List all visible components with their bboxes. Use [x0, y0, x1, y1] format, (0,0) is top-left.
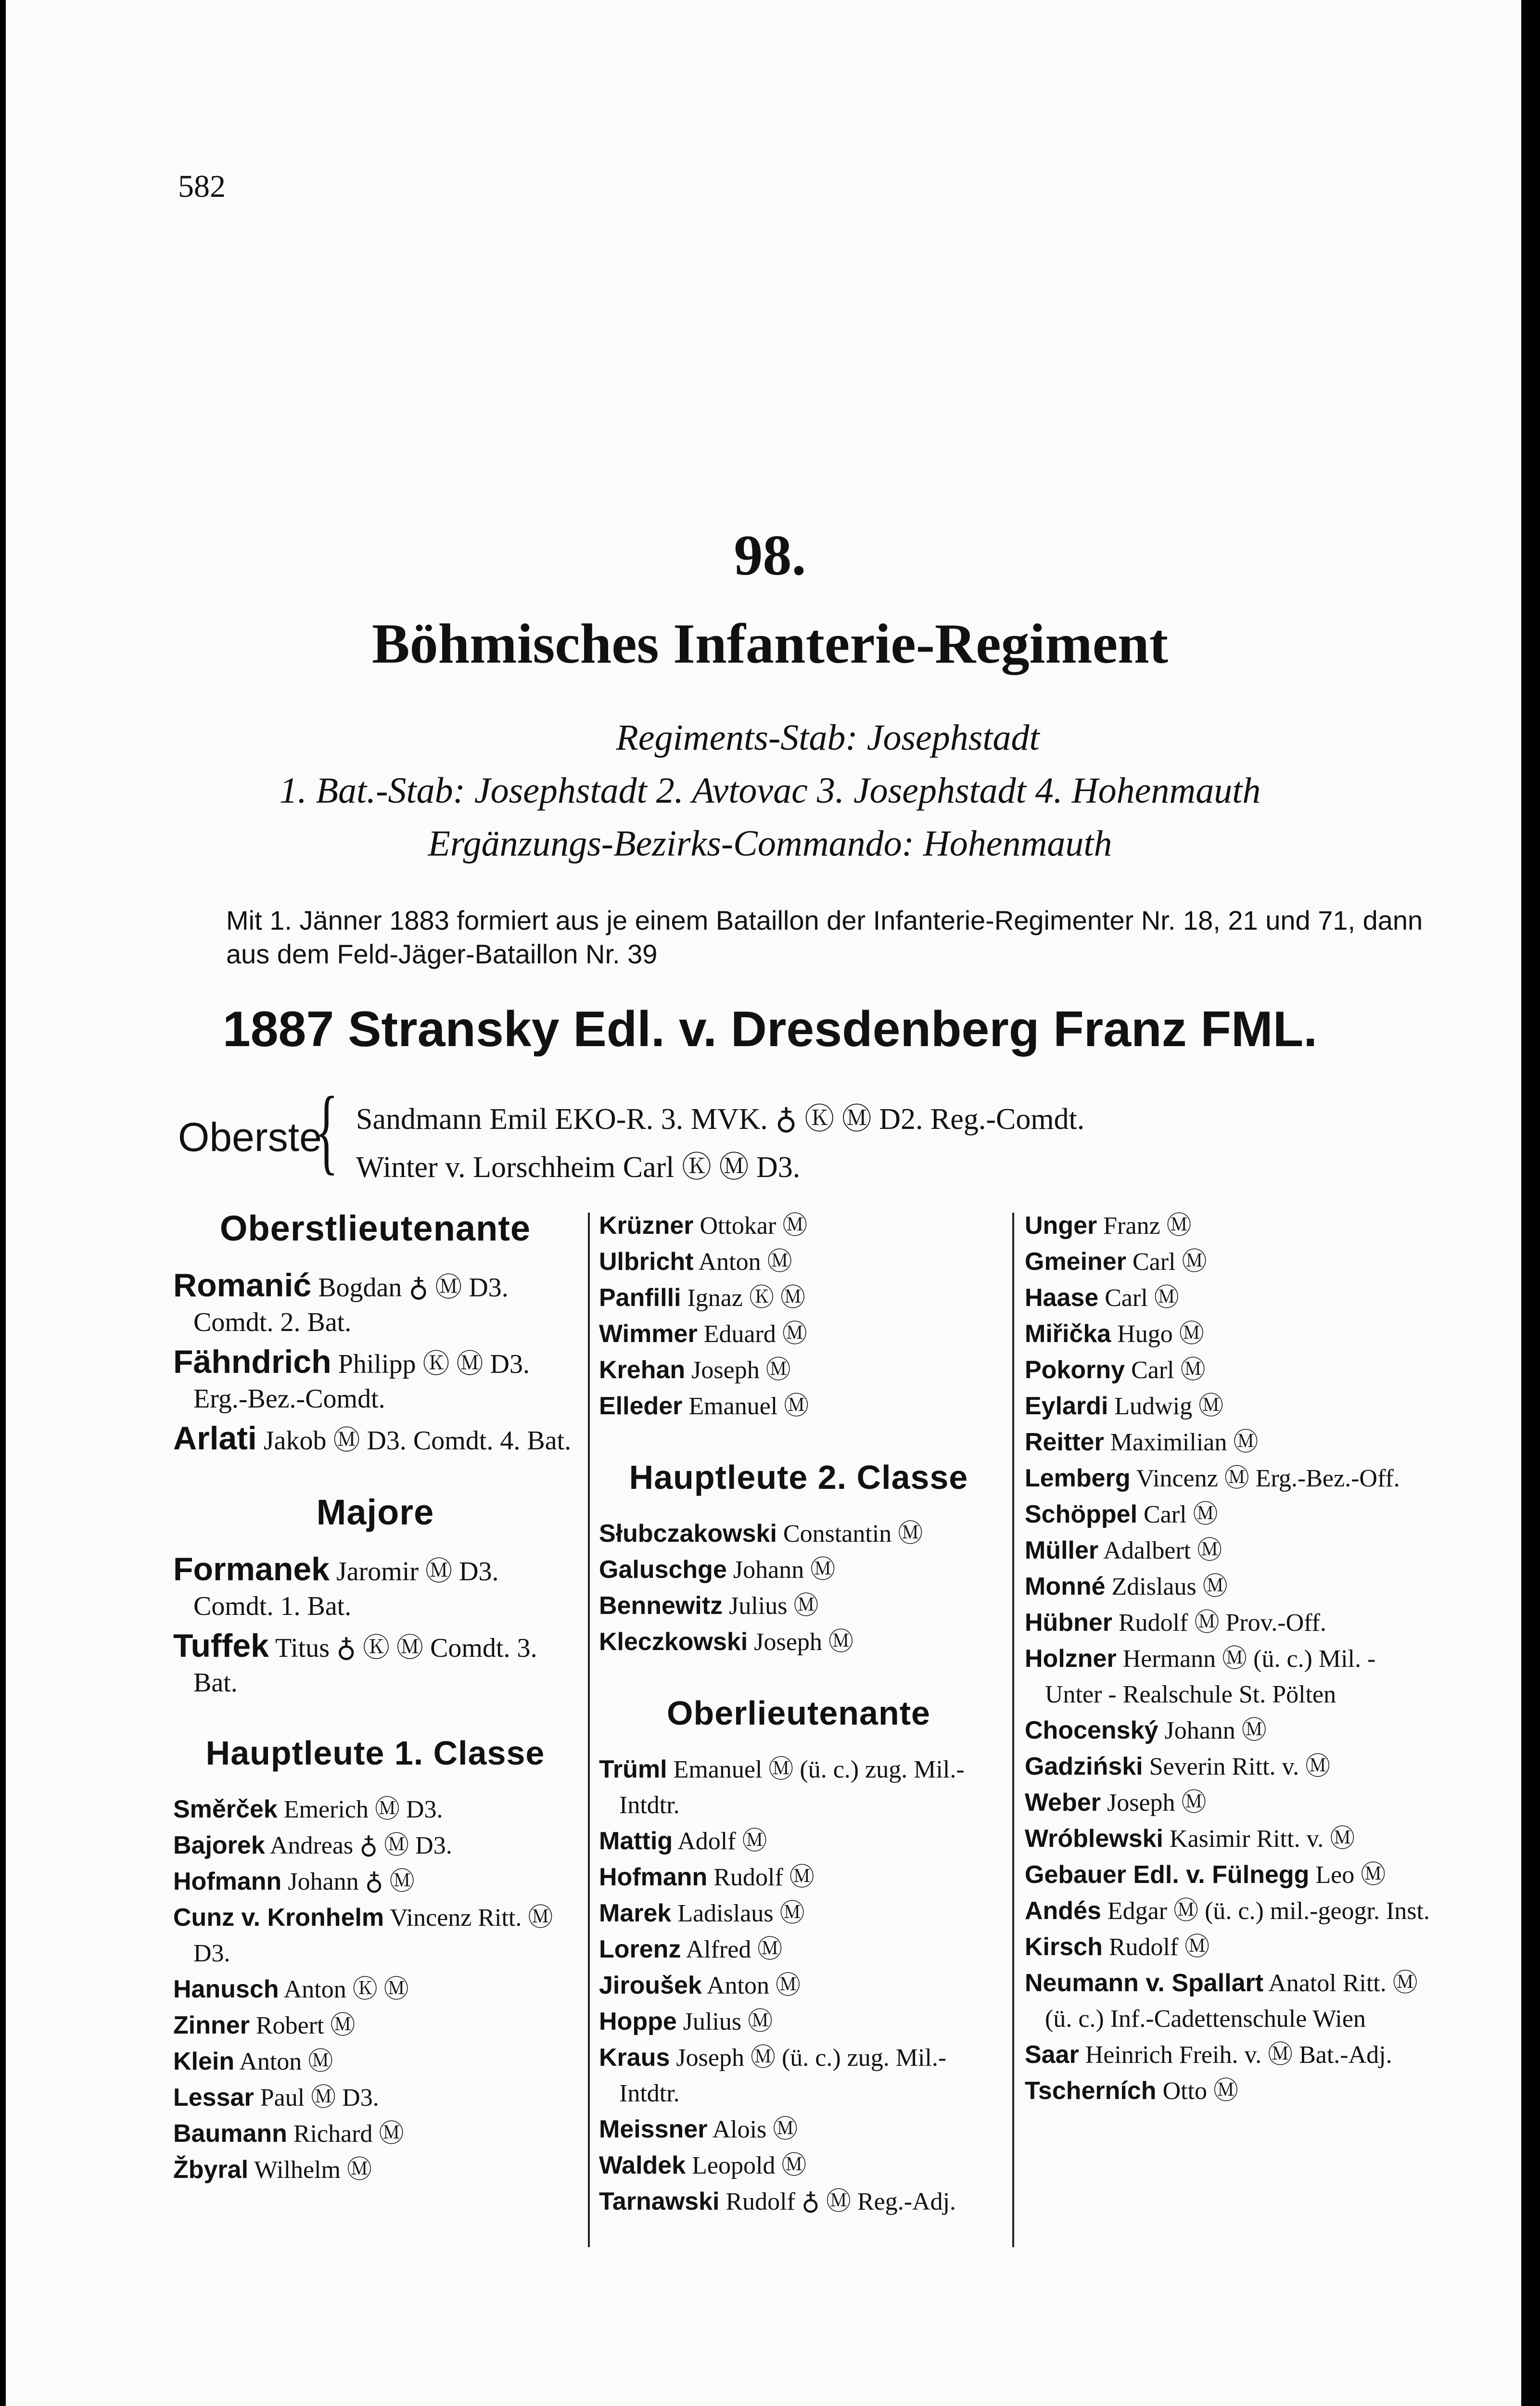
- list-item: Kraus Joseph Ⓜ (ü. c.) zug. Mil.-Intdtr.: [599, 2044, 947, 2107]
- formation-note: Mit 1. Jänner 1883 formiert aus je einem Bataillon der Infanterie-Regimenter Nr. 18, 21 und 71, dann aus dem Feld-Jäger-Bataillon Nr. 39: [226, 905, 1423, 969]
- list-item: Zinner Robert Ⓜ: [173, 2011, 356, 2039]
- list-item: Andés Edgar Ⓜ (ü. c.) mil.-geogr. Inst.: [1025, 1897, 1430, 1925]
- list-item: Žbyral Wilhelm Ⓜ: [173, 2156, 372, 2184]
- list-item: Hanusch Anton Ⓚ Ⓜ: [173, 1975, 409, 2003]
- list-item: Unger Franz Ⓜ: [1025, 1212, 1192, 1240]
- regiment-number: 98.: [734, 523, 806, 587]
- oberlieutenante-continued-list: [1025, 1208, 1434, 2109]
- list-item: Klein Anton Ⓜ: [173, 2048, 333, 2075]
- ergaenzungs-commando: Ergänzungs-Bezirks-Commando: Hohenmauth: [428, 823, 1112, 864]
- page-number: 582: [178, 169, 226, 204]
- list-item: Słubczakowski Constantin Ⓜ: [599, 1520, 923, 1548]
- hauptleute1-list: [173, 1792, 577, 2188]
- column-left: [173, 1208, 577, 2188]
- list-item: Miřička Hugo Ⓜ: [1025, 1320, 1204, 1348]
- list-item: Bajorek Andreas ♁ Ⓜ D3.: [173, 1831, 452, 1859]
- list-item: Weber Joseph Ⓜ: [1025, 1789, 1207, 1817]
- brace-symbol: {: [315, 1077, 338, 1184]
- list-item: Směrček Emerich Ⓜ D3.: [173, 1795, 443, 1823]
- section-heading: Oberlieutenante: [667, 1694, 930, 1732]
- section-heading: Hauptleute 1. Classe: [205, 1734, 545, 1772]
- list-item: Holzner Hermann Ⓜ (ü. c.) Mil. - Unter - Realschule St. Pölten: [1025, 1645, 1376, 1708]
- list-item: Schöppel Carl Ⓜ: [1025, 1500, 1218, 1528]
- section-heading: Oberstlieutenante: [219, 1208, 531, 1248]
- oberste-label: Oberste: [178, 1114, 322, 1160]
- list-item: Fähndrich Philipp Ⓚ Ⓜ D3. Erg.-Bez.-Comdt.: [173, 1344, 530, 1414]
- list-item: Hoppe Julius Ⓜ: [599, 2008, 773, 2035]
- list-item: Eylardi Ludwig Ⓜ: [1025, 1392, 1224, 1420]
- bataillon-stab: 1. Bat.-Stab: Josephstadt 2. Avtovac 3. Josephstadt 4. Hohenmauth: [279, 770, 1261, 811]
- list-item: Gmeiner Carl Ⓜ: [1025, 1248, 1207, 1276]
- list-item: Wróblewski Kasimir Ritt. v. Ⓜ: [1025, 1825, 1355, 1853]
- section-heading: Hauptleute 2. Classe: [629, 1459, 968, 1496]
- list-item: Elleder Emanuel Ⓜ: [599, 1392, 809, 1420]
- oberstlieutenante-list: [173, 1268, 577, 1458]
- list-item: Meissner Alois Ⓜ: [599, 2115, 798, 2143]
- list-item: Formanek Jaromir Ⓜ D3. Comdt. 1. Bat.: [173, 1551, 499, 1621]
- list-item: Wimmer Eduard Ⓜ: [599, 1320, 807, 1348]
- list-item: Hübner Rudolf Ⓜ Prov.-Off.: [1025, 1609, 1326, 1637]
- list-item: Arlati Jakob Ⓜ D3. Comdt. 4. Bat.: [173, 1420, 572, 1457]
- column-middle: [599, 1208, 998, 2220]
- list-item: Gadziński Severin Ritt. v. Ⓜ: [1025, 1753, 1331, 1780]
- column-divider: [1012, 1213, 1014, 2247]
- list-item: Ulbricht Anton Ⓜ: [599, 1248, 792, 1276]
- list-item: Gebauer Edl. v. Fülnegg Leo Ⓜ: [1025, 1861, 1386, 1889]
- list-item: Lemberg Vincenz Ⓜ Erg.-Bez.-Off.: [1025, 1464, 1400, 1492]
- list-item: Lorenz Alfred Ⓜ: [599, 1935, 783, 1963]
- list-item: Waldek Leopold Ⓜ: [599, 2151, 807, 2179]
- list-item: Tscherních Otto Ⓜ: [1025, 2077, 1239, 2105]
- list-item: Saar Heinrich Freih. v. Ⓜ Bat.-Adj.: [1025, 2041, 1392, 2069]
- list-item: Galuschge Johann Ⓜ: [599, 1556, 836, 1584]
- list-item: Kleczkowski Joseph Ⓜ: [599, 1628, 853, 1656]
- list-item: Müller Adalbert Ⓜ: [1025, 1536, 1222, 1564]
- oberst-entry: Winter v. Lorschheim Carl Ⓚ Ⓜ D3.: [356, 1151, 801, 1184]
- regiments-stab: Regiments-Stab: Josephstadt: [616, 717, 1040, 758]
- list-item: Reitter Maximilian Ⓜ: [1025, 1428, 1259, 1456]
- list-item: Baumann Richard Ⓜ: [173, 2120, 404, 2148]
- list-item: Tuffek Titus ♁ Ⓚ Ⓜ Comdt. 3. Bat.: [173, 1627, 537, 1698]
- section-heading: Majore: [316, 1492, 434, 1532]
- list-item: Krüzner Ottokar Ⓜ: [599, 1212, 808, 1240]
- list-item: Hofmann Johann ♁ Ⓜ: [173, 1868, 415, 1895]
- list-item: Marek Ladislaus Ⓜ: [599, 1899, 805, 1927]
- list-item: Neumann v. Spallart Anatol Ritt. Ⓜ (ü. c.) Inf.-Cadettenschule Wien: [1025, 1969, 1418, 2033]
- regiment-title: Böhmisches Infanterie-Regiment: [371, 612, 1169, 675]
- oberst-entry: Sandmann Emil EKO-R. 3. MVK. ♁ Ⓚ Ⓜ D2. Reg.-Comdt.: [356, 1103, 1085, 1136]
- list-item: Pokorny Carl Ⓜ: [1025, 1356, 1206, 1384]
- list-item: Mattig Adolf Ⓜ: [599, 1827, 767, 1855]
- list-item: Chocenský Johann Ⓜ: [1025, 1716, 1267, 1744]
- list-item: Lessar Paul Ⓜ D3.: [173, 2084, 379, 2112]
- list-item: Tarnawski Rudolf ♁ Ⓜ Reg.-Adj.: [599, 2188, 956, 2215]
- oberlieutenante-list: [599, 1752, 998, 2220]
- column-divider: [588, 1213, 590, 2247]
- column-right: [1025, 1208, 1434, 2109]
- regiment-commander: 1887 Stransky Edl. v. Dresdenberg Franz FML.: [222, 1001, 1318, 1057]
- list-item: Krehan Joseph Ⓜ: [599, 1356, 791, 1384]
- list-item: Kirsch Rudolf Ⓜ: [1025, 1933, 1210, 1961]
- list-item: Bennewitz Julius Ⓜ: [599, 1592, 819, 1620]
- list-item: Jiroušek Anton Ⓜ: [599, 1971, 801, 1999]
- majore-list: [173, 1552, 577, 1700]
- list-item: Hofmann Rudolf Ⓜ: [599, 1863, 815, 1891]
- list-item: Cunz v. Kronhelm Vincenz Ritt. Ⓜ D3.: [173, 1904, 553, 1967]
- list-item: Haase Carl Ⓜ: [1025, 1284, 1179, 1312]
- hauptleute2-list: [599, 1516, 998, 1660]
- list-item: Trüml Emanuel Ⓜ (ü. c.) zug. Mil.-Intdtr.: [599, 1755, 965, 1819]
- list-item: Panfilli Ignaz Ⓚ Ⓜ: [599, 1284, 805, 1312]
- list-item: Romanić Bogdan ♁ Ⓜ D3. Comdt. 2. Bat.: [173, 1267, 509, 1337]
- hauptleute1-continued-list: [599, 1208, 998, 1424]
- list-item: Monné Zdislaus Ⓜ: [1025, 1573, 1228, 1600]
